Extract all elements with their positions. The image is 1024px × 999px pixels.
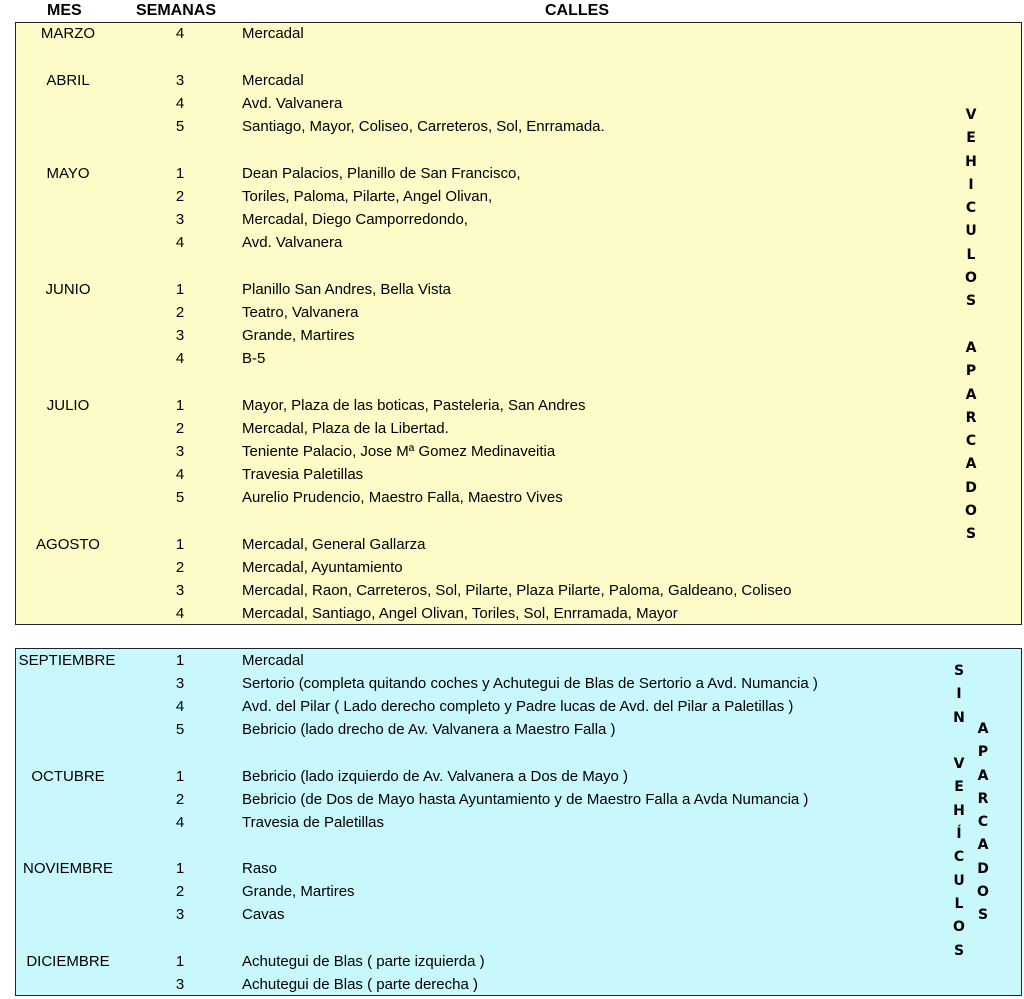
week-cell: 2 [175,883,185,900]
week-cell: 1 [175,953,185,970]
week-cell: 4 [175,605,185,622]
week-cell: 1 [175,397,185,414]
week-cell: 4 [175,95,185,112]
week-cell: 4 [175,234,185,251]
week-cell: 5 [175,118,185,135]
streets-cell: Mercadal, Raon, Carreteros, Sol, Pilarte, Plaza Pilarte, Paloma, Galdeano, Coliseo [242,582,792,599]
vertical-letter: R [965,409,977,426]
week-cell: 2 [175,559,185,576]
week-cell: 4 [175,25,185,42]
week-cell: 1 [175,165,185,182]
vertical-letter: S [965,526,977,543]
week-cell: 3 [175,675,185,692]
vertical-letter: C [965,200,977,217]
streets-cell: Teatro, Valvanera [242,304,359,321]
week-cell: 3 [175,443,185,460]
vertical-letter: E [966,130,976,147]
week-cell: 1 [175,860,185,877]
vertical-letter: C [977,814,989,831]
week-cell: 1 [175,768,185,785]
vertical-letter: V [965,107,977,123]
streets-cell: Mercadal, Ayuntamiento [242,559,403,576]
streets-cell: Aurelio Prudencio, Maestro Falla, Maestro Vives [242,489,563,506]
week-cell: 3 [175,582,185,599]
streets-cell: Sertorio (completa quitando coches y Achutegui de Blas de Sertorio a Avd. Numancia ) [242,675,818,692]
vertical-letter: A [977,767,989,784]
week-cell: 2 [175,304,185,321]
streets-cell: Santiago, Mayor, Coliseo, Carreteros, Sol, Enrramada. [242,118,605,135]
streets-cell: Mercadal, General Gallarza [242,536,426,553]
streets-cell: Planillo San Andres, Bella Vista [242,281,452,298]
month-cell: OCTUBRE [31,768,105,785]
vertical-letter: L [966,246,976,263]
week-cell: 2 [175,420,185,437]
vertical-letter: S [977,907,989,924]
streets-cell: Avd. del Pilar ( Lado derecho completo y Padre lucas de Avd. del Pilar a Paletillas ) [242,698,794,715]
vertical-letter: Í [956,826,962,843]
vertical-letter: A [965,386,977,403]
streets-cell: B-5 [242,350,266,367]
vertical-letter: A [965,456,977,473]
vertical-letter: A [977,837,989,854]
month-cell: MARZO [40,25,96,42]
vertical-letter: I [956,686,962,703]
streets-cell: Toriles, Paloma, Pilarte, Angel Olivan, [242,188,493,205]
month-cell: ABRIL [46,72,90,89]
vertical-letter: D [977,860,989,877]
vertical-label-aparcados [973,718,993,928]
vertical-letter: S [953,663,965,679]
month-cell: JULIO [46,397,90,414]
streets-cell: Achutegui de Blas ( parte izquierda ) [242,953,485,970]
vertical-letter: U [953,872,965,889]
vertical-letter: A [965,339,977,356]
streets-cell: Grande, Martires [242,883,355,900]
header-semanas: SEMANAS [136,2,217,19]
vertical-letter: U [965,223,977,240]
week-cell: 5 [175,489,185,506]
streets-cell: Mercadal [242,25,304,42]
streets-cell: Mayor, Plaza de las boticas, Pasteleria, San Andres [242,397,586,414]
streets-cell: Mercadal, Santiago, Angel Olivan, Toriles, Sol, Enrramada, Mayor [242,605,678,622]
streets-cell: Avd. Valvanera [242,95,343,112]
vertical-letter: V [953,756,965,773]
week-cell: 3 [175,211,185,228]
vertical-letter [961,314,981,337]
streets-cell: Avd. Valvanera [242,234,343,251]
week-cell: 1 [175,536,185,553]
vertical-letter: O [977,884,989,901]
streets-cell: Travesia Paletillas [242,466,364,483]
month-cell: DICIEMBRE [26,953,110,970]
vertical-letter: S [965,293,977,310]
streets-cell: Raso [242,860,278,877]
streets-cell: Mercadal [242,72,304,89]
week-cell: 5 [175,721,185,738]
month-cell: NOVIEMBRE [22,860,113,877]
month-cell: AGOSTO [36,536,100,553]
streets-cell: Mercadal [242,652,304,669]
week-cell: 4 [175,466,185,483]
streets-cell: Dean Palacios, Planillo de San Francisco, [242,165,521,182]
vertical-letter: H [965,153,977,170]
week-cell: 2 [175,188,185,205]
streets-cell: Bebricio (lado drecho de Av. Valvanera a Maestro Falla ) [242,721,616,738]
vertical-letter [949,730,969,753]
vertical-letter: L [954,895,964,912]
vertical-letter: P [977,744,989,761]
vertical-letter: E [954,779,964,796]
vertical-letter: C [965,433,977,450]
section-vehiculos-aparcados [15,22,1022,625]
week-cell: 1 [175,281,185,298]
vertical-letter: S [953,942,965,959]
week-cell: 1 [175,652,185,669]
vertical-letter: I [968,176,974,193]
vertical-letter: C [953,849,965,866]
week-cell: 3 [175,906,185,923]
vertical-letter: O [965,270,977,287]
vertical-letter: H [953,802,965,819]
streets-cell: Bebricio (de Dos de Mayo hasta Ayuntamiento y de Maestro Falla a Avda Numancia ) [242,791,809,808]
vertical-letter: A [977,721,989,737]
streets-cell: Travesia de Paletillas [242,814,385,831]
streets-cell: Mercadal, Diego Camporredondo, [242,211,468,228]
week-cell: 3 [175,72,185,89]
vertical-letter: O [953,919,965,936]
week-cell: 3 [175,976,185,993]
streets-cell: Mercadal, Plaza de la Libertad. [242,420,449,437]
streets-cell: Teniente Palacio, Jose Mª Gomez Medinaveitia [242,443,556,460]
vertical-label-vehiculos-aparcados [961,104,981,547]
week-cell: 4 [175,698,185,715]
streets-cell: Achutegui de Blas ( parte derecha ) [242,976,478,993]
streets-cell: Cavas [242,906,285,923]
month-cell: MAYO [46,165,90,182]
header-calles: CALLES [545,2,609,19]
week-cell: 4 [175,814,185,831]
header-mes: MES [47,2,82,19]
vertical-letter: O [965,503,977,520]
week-cell: 3 [175,327,185,344]
vertical-letter: R [977,790,989,807]
week-cell: 4 [175,350,185,367]
month-cell: JUNIO [45,281,91,298]
streets-cell: Grande, Martires [242,327,355,344]
vertical-letter: D [965,479,977,496]
vertical-letter: P [965,363,977,380]
vertical-letter: N [953,709,965,726]
month-cell: SEPTIEMBRE [18,652,116,669]
week-cell: 2 [175,791,185,808]
streets-cell: Bebricio (lado izquierdo de Av. Valvanera a Dos de Mayo ) [242,768,629,785]
vertical-label-sin-vehiculos [949,660,969,963]
